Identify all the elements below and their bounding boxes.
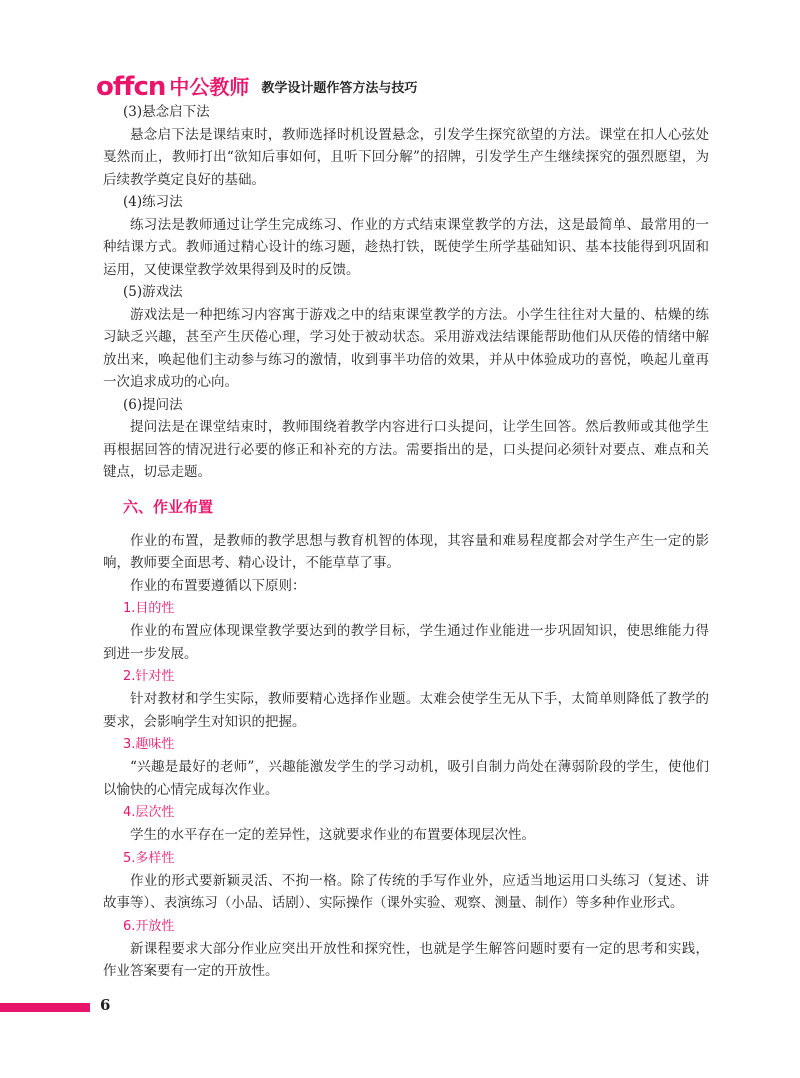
section-lead: 作业的布置要遵循以下原则：	[130, 577, 306, 594]
section-heading: 六、作业布置	[123, 497, 214, 516]
principle-title: 2.针对性	[123, 669, 175, 684]
principle-title: 4.层次性	[123, 805, 175, 820]
method-title: (5)游戏法	[123, 284, 183, 300]
method-text: 游戏法是一种把练习内容寓于游戏之中的结束课堂教学的方法。小学生往往对大量的、枯燥的练习缺乏兴趣，甚至产生厌倦心理，学习处于被动状态。采用游戏法结课能帮助他们从厌倦的情绪中解放出来，唤起他们主动参与练习的激情，收到事半功倍的效果，并从中体验成功的喜悦，唤起儿童再一次追求成功的心向。	[103, 306, 709, 390]
method-title: (4)练习法	[123, 194, 183, 210]
principle-text: 学生的水平存在一定的差异性，这就要求作业的布置要体现层次性。	[130, 827, 535, 843]
section-intro: 作业的布置，是教师的教学思想与教育机智的体现，其容量和难易程度都会对学生产生一定的影响，教师要全面思考、精心设计，不能草草了事。	[103, 532, 709, 571]
method-text: 提问法是在课堂结束时，教师围绕着教学内容进行口头提问，让学生回答。然后教师或其他学生再根据回答的情况进行必要的修正和补充的方法。需要指出的是，口头提问必须针对要点、难点和关键点，切忌走题。	[103, 419, 709, 480]
principle-title: 5.多样性	[123, 850, 175, 866]
method-text: 练习法是教师通过让学生完成练习、作业的方式结束课堂教学的方法，这是最简单、最常用的一种结课方式。教师通过精心设计的练习题，趁热打铁，既使学生所学基础知识、基本技能得到巩固和运用，又使课堂教学效果得到及时的反馈。	[103, 216, 709, 278]
offcn-logo: offcn	[96, 72, 166, 102]
principle-text: 针对教材和学生实际，教师要精心选择作业题。太难会使学生无从下手，太简单则降低了教学的要求，会影响学生对知识的把握。	[103, 691, 709, 730]
brand-name: 中公教师	[169, 75, 250, 99]
principle-text: 作业的形式要新颖灵活、不拘一格。除了传统的手写作业外，应适当地运用口头练习（复述、讲故事等）、表演练习（小品、话剧）、实际操作（课外实验、观察、测量、制作）等多种作业形式。	[103, 872, 709, 911]
method-text: 悬念启下法是课结束时，教师选择时机设置悬念，引发学生探究欲望的方法。课堂在扣人心弦处戛然而止，教师打出“欲知后事如何，且听下回分解”的招牌，引发学生产生继续探究的强烈愿望，为后续教学奠定良好的基础。	[103, 126, 709, 188]
principle-title: 1.目的性	[123, 601, 175, 616]
principle-title: 3.趣味性	[123, 737, 175, 752]
page-content	[103, 101, 709, 983]
principle-text: 新课程要求大部分作业应突出开放性和探究性，也就是学生解答问题时要有一定的思考和实践，作业答案要有一定的开放性。	[103, 940, 709, 979]
method-title: (3)悬念启下法	[123, 104, 210, 120]
page-header	[96, 68, 417, 100]
footer-accent-bar	[0, 1003, 90, 1012]
method-title: (6)提问法	[123, 396, 183, 413]
book-title: 教学设计题作答方法与技巧	[261, 81, 418, 96]
principle-text: 作业的布置应体现课堂教学要达到的教学目标，学生通过作业能进一步巩固知识，使思维能力得到进一步发展。	[103, 623, 709, 662]
page-number: 6	[100, 996, 111, 1014]
principle-title: 6.开放性	[123, 918, 175, 934]
principle-text: “兴趣是最好的老师”，兴趣能激发学生的学习动机，吸引自制力尚处在薄弱阶段的学生，使他们以愉快的心情完成每次作业。	[103, 759, 709, 798]
